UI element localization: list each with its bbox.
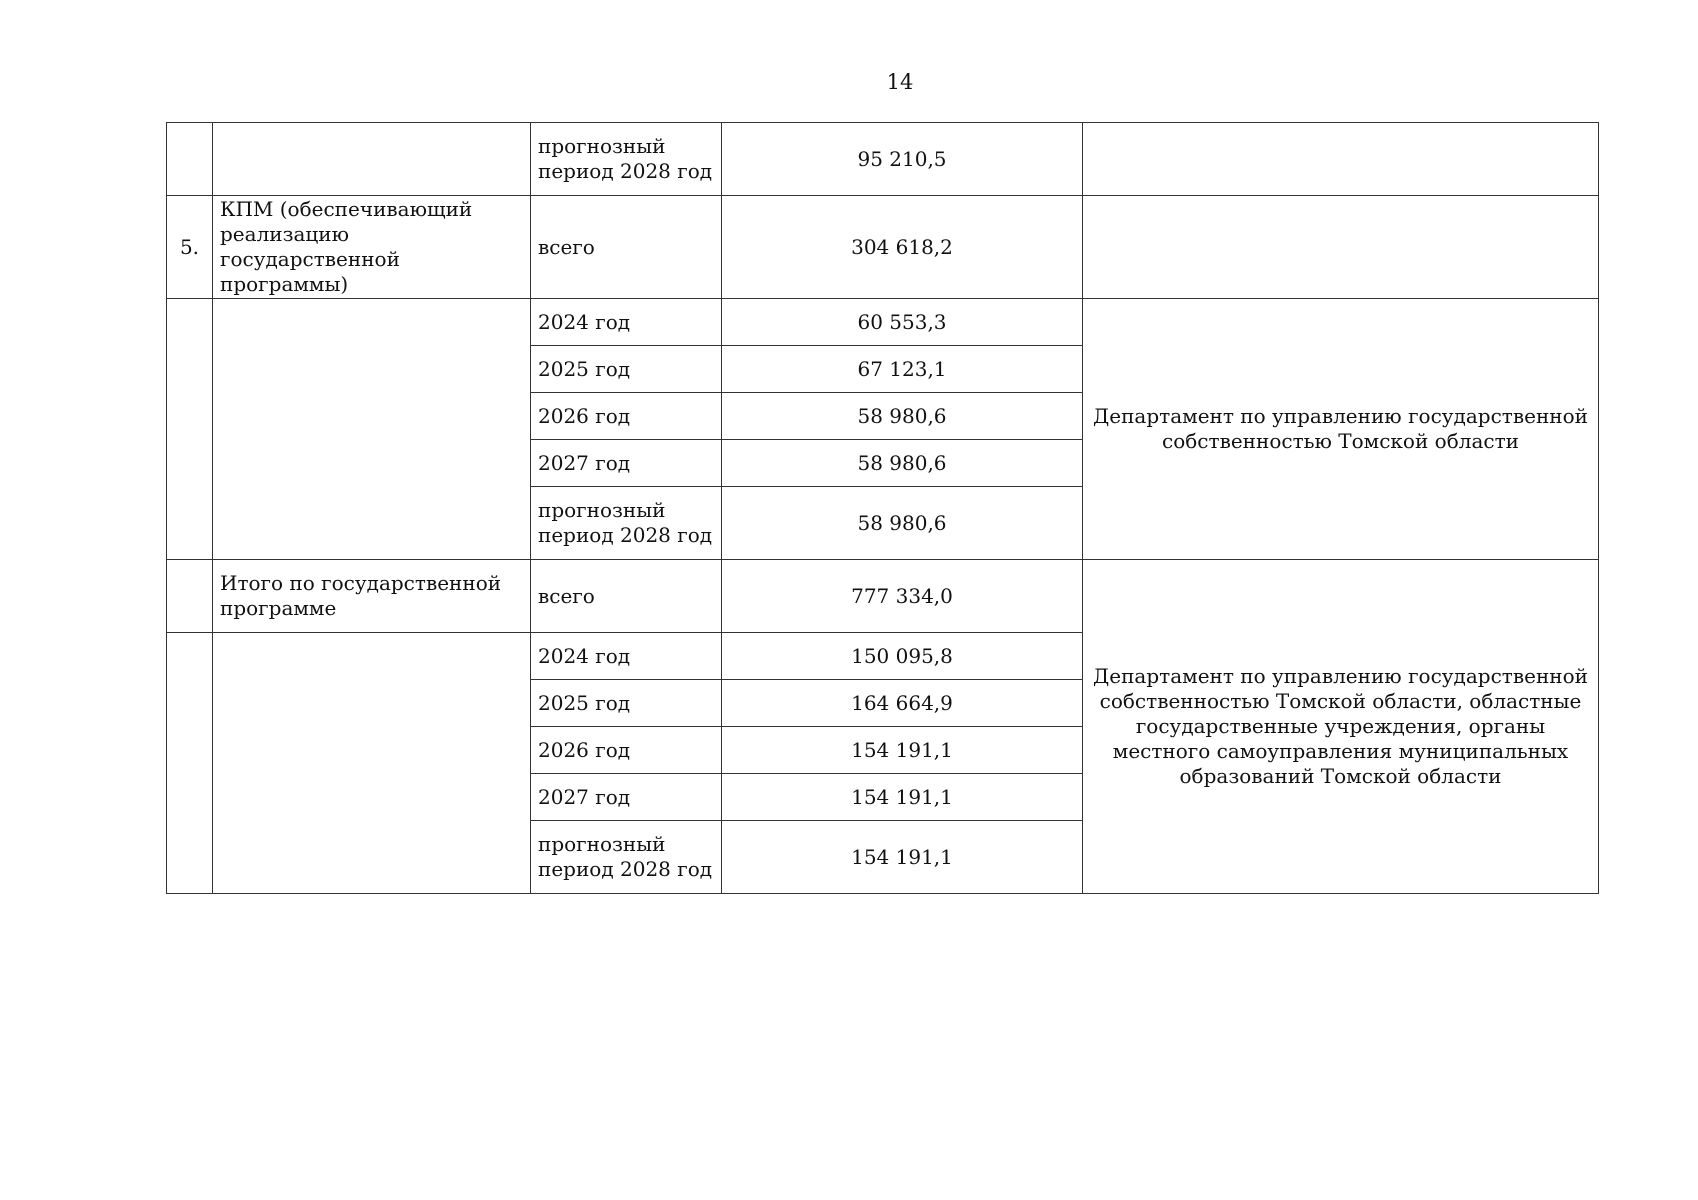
- responsible-cell: Департамент по управлению государственной собственностью Томской области, областные государственные учреждения, органы местного самоуправления муниципальных образований Томской области: [1083, 560, 1599, 894]
- amount-cell: 154 191,1: [722, 727, 1083, 774]
- amount-cell: 777 334,0: [722, 560, 1083, 633]
- period-cell: 2026 год: [531, 393, 722, 440]
- period-cell: прогнозный период 2028 год: [531, 821, 722, 894]
- responsible-cell: [1083, 123, 1599, 196]
- period-cell: прогнозный период 2028 год: [531, 487, 722, 560]
- program-name-cell: [213, 299, 531, 560]
- period-cell: 2027 год: [531, 774, 722, 821]
- amount-cell: 154 191,1: [722, 774, 1083, 821]
- responsible-cell: Департамент по управлению государственной собственностью Томской области: [1083, 299, 1599, 560]
- period-cell: 2024 год: [531, 633, 722, 680]
- period-cell: 2024 год: [531, 299, 722, 346]
- amount-cell: 67 123,1: [722, 346, 1083, 393]
- period-cell: прогнозный период 2028 год: [531, 123, 722, 196]
- period-cell: всего: [531, 196, 722, 299]
- period-cell: всего: [531, 560, 722, 633]
- page-number: 14: [886, 70, 914, 94]
- table-row: [167, 196, 1599, 299]
- period-cell: 2027 год: [531, 440, 722, 487]
- program-name-cell: Итого по государственной программе: [213, 560, 531, 633]
- row-number-cell: [167, 633, 213, 894]
- budget-table: [166, 122, 1599, 894]
- period-cell: 2025 год: [531, 680, 722, 727]
- amount-cell: 58 980,6: [722, 440, 1083, 487]
- amount-cell: 58 980,6: [722, 393, 1083, 440]
- amount-cell: 150 095,8: [722, 633, 1083, 680]
- amount-cell: 60 553,3: [722, 299, 1083, 346]
- responsible-cell: [1083, 196, 1599, 299]
- program-name-cell: [213, 123, 531, 196]
- amount-cell: 58 980,6: [722, 487, 1083, 560]
- table-row: [167, 123, 1599, 196]
- period-cell: 2026 год: [531, 727, 722, 774]
- amount-cell: 95 210,5: [722, 123, 1083, 196]
- row-number-cell: [167, 299, 213, 560]
- table-row: [167, 299, 1599, 346]
- table-row: [167, 560, 1599, 633]
- row-number-cell: [167, 123, 213, 196]
- period-cell: 2025 год: [531, 346, 722, 393]
- row-number-cell: 5.: [167, 196, 213, 299]
- amount-cell: 154 191,1: [722, 821, 1083, 894]
- program-name-cell: [213, 633, 531, 894]
- program-name-cell: КПМ (обеспечивающий реализацию государственной программы): [213, 196, 531, 299]
- amount-cell: 164 664,9: [722, 680, 1083, 727]
- row-number-cell: [167, 560, 213, 633]
- amount-cell: 304 618,2: [722, 196, 1083, 299]
